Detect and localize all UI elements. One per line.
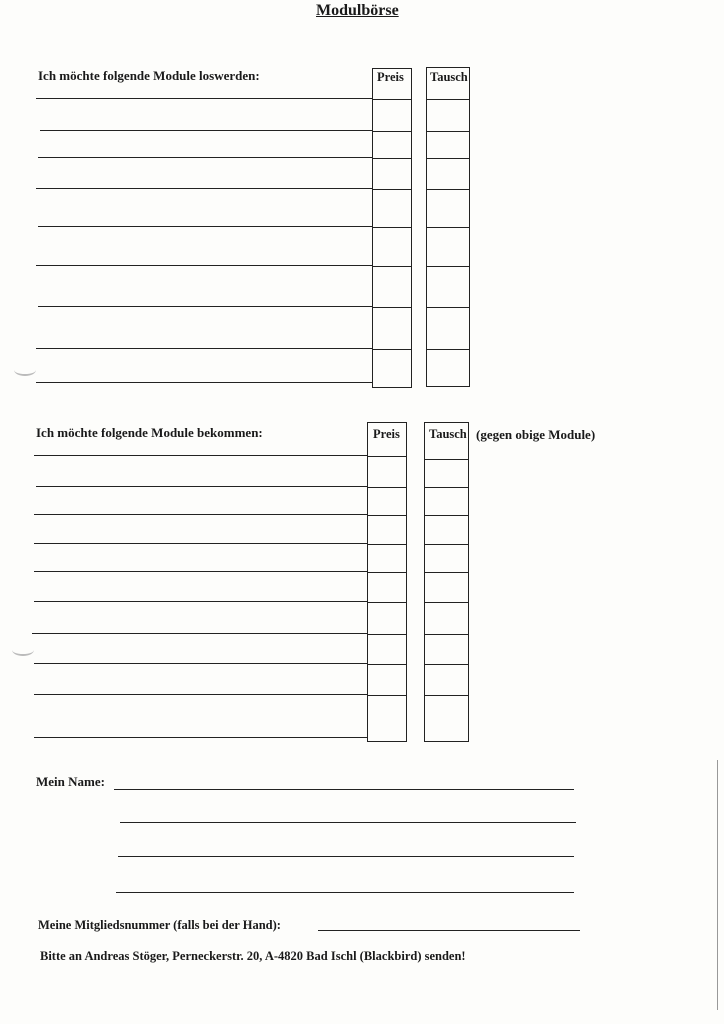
sell-trade-row-line bbox=[427, 266, 469, 267]
sell-price-row-line bbox=[373, 349, 411, 350]
sell-price-row-line bbox=[373, 158, 411, 159]
buy-section-heading: Ich möchte folgende Module bekommen: bbox=[36, 425, 263, 440]
sell-line-5[interactable] bbox=[38, 226, 372, 227]
buy-line-3[interactable] bbox=[34, 514, 368, 515]
buy-trade-row-line bbox=[425, 602, 468, 603]
page-title: Modulbörse bbox=[316, 2, 399, 19]
sell-trade-row-line bbox=[427, 131, 469, 132]
buy-line-5[interactable] bbox=[34, 571, 368, 572]
sell-trade-row-line bbox=[427, 349, 469, 350]
scan-edge bbox=[717, 760, 718, 1010]
sell-trade-row-line bbox=[427, 158, 469, 159]
name-line-4[interactable] bbox=[116, 892, 574, 893]
sell-section-heading: Ich möchte folgende Module loswerden: bbox=[38, 68, 260, 83]
buy-trade-row-line bbox=[425, 695, 468, 696]
buy-trade-row-line bbox=[425, 515, 468, 516]
sell-price-row-line bbox=[373, 189, 411, 190]
buy-price-row-line bbox=[368, 602, 406, 603]
sell-line-2[interactable] bbox=[40, 130, 372, 131]
buy-price-row-line bbox=[368, 544, 406, 545]
sell-trade-row-line bbox=[427, 189, 469, 190]
buy-line-6[interactable] bbox=[34, 601, 368, 602]
buy-line-2[interactable] bbox=[36, 486, 368, 487]
buy-line-10[interactable] bbox=[34, 737, 368, 738]
buy-price-row-line bbox=[368, 695, 406, 696]
sell-price-column bbox=[372, 68, 412, 388]
buy-trade-header: Tausch bbox=[429, 427, 467, 441]
buy-trade-column bbox=[424, 422, 469, 742]
name-label: Mein Name: bbox=[36, 774, 105, 789]
buy-trade-row-line bbox=[425, 664, 468, 665]
sell-line-6[interactable] bbox=[36, 265, 372, 266]
footer-instruction: Bitte an Andreas Stöger, Perneckerstr. 20, A-4820 Bad Ischl (Blackbird) senden! bbox=[40, 949, 466, 963]
buy-line-8[interactable] bbox=[34, 663, 368, 664]
name-line-3[interactable] bbox=[118, 856, 574, 857]
buy-price-row-line bbox=[368, 487, 406, 488]
sell-trade-row-line bbox=[427, 99, 469, 100]
sell-price-row-line bbox=[373, 307, 411, 308]
sell-price-row-line bbox=[373, 266, 411, 267]
buy-price-row-line bbox=[368, 515, 406, 516]
buy-price-header: Preis bbox=[373, 427, 400, 441]
buy-price-row-line bbox=[368, 664, 406, 665]
sell-line-8[interactable] bbox=[36, 348, 372, 349]
buy-price-row-line bbox=[368, 572, 406, 573]
buy-line-4[interactable] bbox=[34, 543, 368, 544]
name-line-2[interactable] bbox=[120, 822, 576, 823]
sell-line-3[interactable] bbox=[38, 157, 372, 158]
buy-trade-row-line bbox=[425, 634, 468, 635]
scan-smudge bbox=[12, 644, 34, 656]
sell-price-header: Preis bbox=[377, 70, 404, 84]
name-line-1[interactable] bbox=[114, 789, 574, 790]
buy-trade-row-line bbox=[425, 459, 468, 460]
sell-line-9[interactable] bbox=[36, 382, 372, 383]
trade-note: (gegen obige Module) bbox=[476, 427, 596, 442]
sell-line-7[interactable] bbox=[38, 306, 372, 307]
buy-trade-row-line bbox=[425, 544, 468, 545]
sell-trade-column bbox=[426, 67, 470, 387]
sell-line-1[interactable] bbox=[36, 98, 372, 99]
buy-line-1[interactable] bbox=[34, 455, 368, 456]
sell-price-row-line bbox=[373, 99, 411, 100]
sell-price-row-line bbox=[373, 131, 411, 132]
sell-trade-header: Tausch bbox=[430, 70, 468, 84]
member-number-label: Meine Mitgliedsnummer (falls bei der Hand): bbox=[38, 918, 281, 932]
buy-line-7[interactable] bbox=[32, 633, 368, 634]
scan-smudge bbox=[14, 364, 36, 376]
sell-line-4[interactable] bbox=[36, 188, 372, 189]
buy-price-row-line bbox=[368, 634, 406, 635]
buy-trade-row-line bbox=[425, 487, 468, 488]
buy-trade-row-line bbox=[425, 572, 468, 573]
buy-price-column bbox=[367, 422, 407, 742]
buy-line-9[interactable] bbox=[34, 694, 368, 695]
buy-price-row-line bbox=[368, 456, 406, 457]
sell-trade-row-line bbox=[427, 227, 469, 228]
sell-price-row-line bbox=[373, 227, 411, 228]
sell-trade-row-line bbox=[427, 307, 469, 308]
member-number-line[interactable] bbox=[318, 930, 580, 931]
